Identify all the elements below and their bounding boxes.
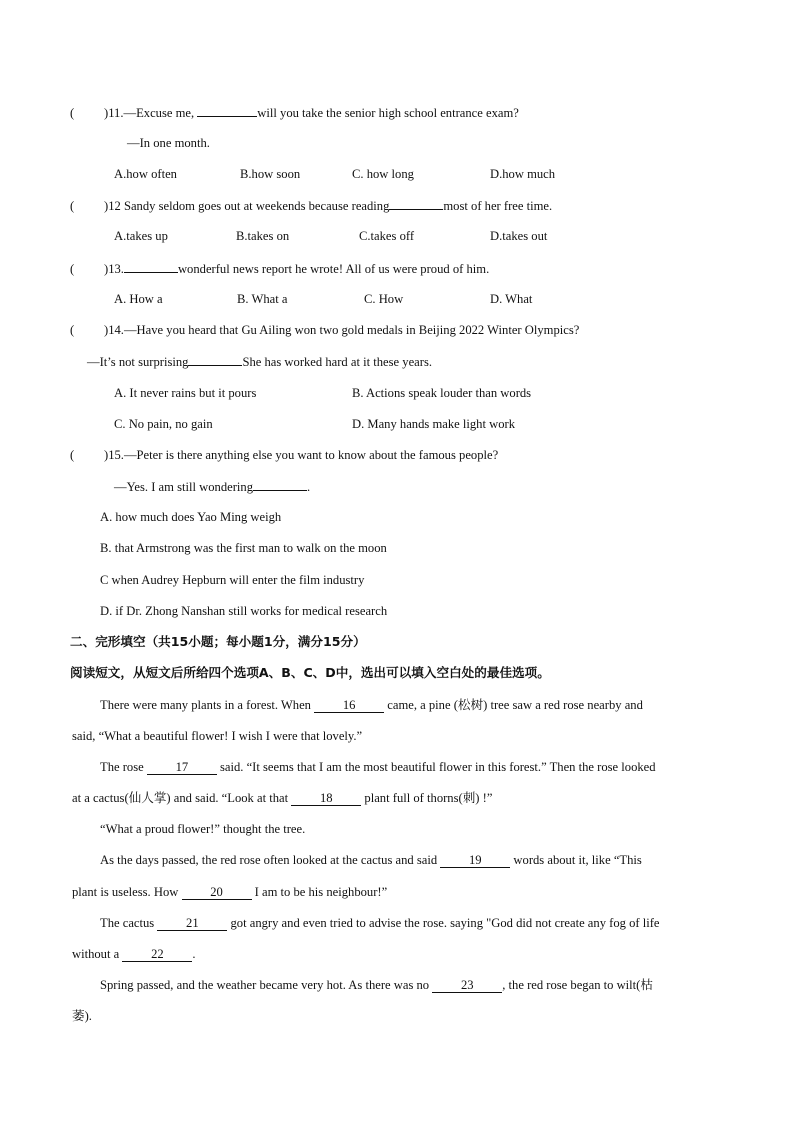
question-15: ( )15.—Peter is there anything else you want to know about the famous people? <box>70 448 499 462</box>
option-c[interactable]: C. How <box>364 292 404 306</box>
passage-line: As the days passed, the red rose often looked at the cactus and said 19 words about it, like “This <box>100 853 642 867</box>
passage-line: 萎). <box>72 1009 92 1023</box>
option-b[interactable]: B. Actions speak louder than words <box>352 386 532 400</box>
option-d[interactable]: D. What <box>490 292 533 306</box>
question-number: 13. <box>108 262 124 276</box>
passage-line: The cactus 21 got angry and even tried to advise the rose. saying "God did not create any fog of life <box>100 916 660 930</box>
option-d[interactable]: D. if Dr. Zhong Nanshan still works for medical research <box>100 604 388 618</box>
passage-line: The rose 17 said. “It seems that I am the most beautiful flower in this forest.” Then the rose looked <box>100 760 656 774</box>
option-a[interactable]: A. How a <box>114 292 163 306</box>
passage-line: Spring passed, and the weather became very hot. As there was no 23 , the red rose began to wilt(枯 <box>100 978 653 992</box>
cloze-blank-17[interactable]: 17 <box>147 760 217 775</box>
passage-line: “What a proud flower!” thought the tree. <box>100 822 306 836</box>
cloze-blank-23[interactable]: 23 <box>432 978 502 993</box>
option-c[interactable]: C. how long <box>352 167 414 181</box>
answer-blank[interactable] <box>389 197 443 210</box>
answer-paren: ( <box>70 323 75 337</box>
option-c[interactable]: C.takes off <box>359 229 415 243</box>
option-a[interactable]: A. It never rains but it pours <box>114 386 257 400</box>
option-b[interactable]: B.how soon <box>240 167 301 181</box>
question-13: ( )13. wonderful news report he wrote! All of us were proud of him. <box>70 262 490 276</box>
option-d[interactable]: D.how much <box>490 167 556 181</box>
cloze-blank-20[interactable]: 20 <box>182 885 252 900</box>
passage-line: at a cactus(仙人掌) and said. “Look at that 18 plant full of thorns(刺) !” <box>72 791 493 805</box>
question-number: 14. <box>108 323 124 337</box>
cloze-blank-19[interactable]: 19 <box>440 853 510 868</box>
option-b[interactable]: B. What a <box>237 292 288 306</box>
cloze-blank-21[interactable]: 21 <box>157 916 227 931</box>
option-a[interactable]: A.how often <box>114 167 177 181</box>
question-14-answer: —It’s not surprising She has worked hard at it these years. <box>87 355 432 369</box>
option-a[interactable]: A. how much does Yao Ming weigh <box>100 510 282 524</box>
cloze-blank-18[interactable]: 18 <box>291 791 361 806</box>
answer-paren: ( <box>70 199 75 213</box>
answer-blank[interactable] <box>188 353 242 366</box>
answer-blank[interactable] <box>197 104 257 117</box>
option-b[interactable]: B.takes on <box>236 229 290 243</box>
answer-paren: ( <box>70 448 75 462</box>
question-14: ( )14.—Have you heard that Gu Ailing won two gold medals in Beijing 2022 Winter Olympics? <box>70 323 580 337</box>
answer-paren: ( <box>70 262 75 276</box>
question-number: 12 <box>108 199 121 213</box>
question-11-answer: —In one month. <box>127 136 210 150</box>
passage-line: plant is useless. How 20 I am to be his neighbour!” <box>72 885 388 899</box>
question-15-answer: —Yes. I am still wondering . <box>114 480 311 494</box>
answer-paren: ( <box>70 106 75 120</box>
option-b[interactable]: B. that Armstrong was the first man to walk on the moon <box>100 541 387 555</box>
option-c[interactable]: C when Audrey Hepburn will enter the film industry <box>100 573 365 587</box>
passage-line: without a 22 . <box>72 947 196 961</box>
section-instruction: 阅读短文，从短文后所给四个选项A、B、C、D中，选出可以填入空白处的最佳选项。 <box>70 665 550 680</box>
option-d[interactable]: D.takes out <box>490 229 548 243</box>
cloze-blank-22[interactable]: 22 <box>122 947 192 962</box>
passage-line: said, “What a beautiful flower! I wish I were that lovely.” <box>72 729 363 743</box>
option-d[interactable]: D. Many hands make light work <box>352 417 515 431</box>
question-number: 15. <box>108 448 124 462</box>
section-heading: 二、完形填空（共15小题；每小题1分，满分15分） <box>70 634 366 649</box>
question-11: ( )11.—Excuse me, will you take the senior high school entrance exam? <box>70 106 519 120</box>
question-number: 11. <box>108 106 124 120</box>
cloze-blank-16[interactable]: 16 <box>314 698 384 713</box>
answer-blank[interactable] <box>124 260 178 273</box>
option-c[interactable]: C. No pain, no gain <box>114 417 213 431</box>
answer-blank[interactable] <box>253 478 307 491</box>
passage-line: There were many plants in a forest. When 16 came, a pine (松树) tree saw a red rose nearby and <box>100 698 643 712</box>
option-a[interactable]: A.takes up <box>114 229 168 243</box>
question-12: ( )12 Sandy seldom goes out at weekends because reading most of her free time. <box>70 199 553 213</box>
